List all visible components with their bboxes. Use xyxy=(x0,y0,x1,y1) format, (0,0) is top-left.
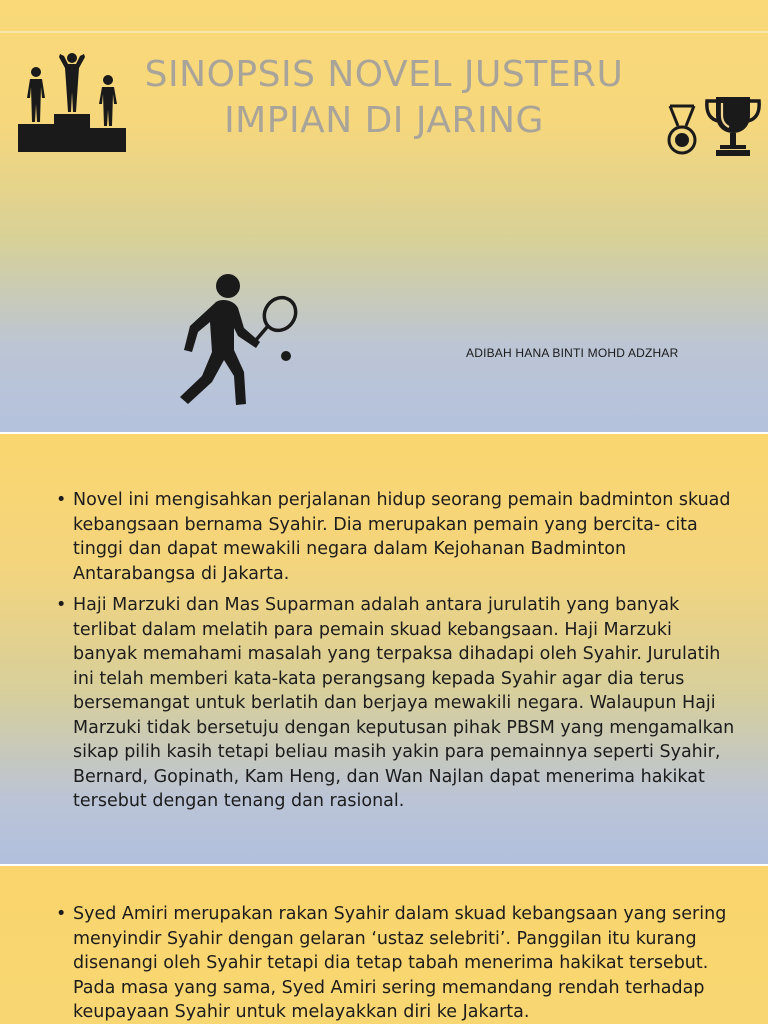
title-line-1: SINOPSIS NOVEL JUSTERU xyxy=(144,54,624,95)
trophy-icon xyxy=(704,95,762,157)
synopsis-slide-2 xyxy=(0,866,768,1024)
bullet-marker: • xyxy=(56,904,67,924)
bullet-item xyxy=(56,593,736,814)
bullet-text: Syed Amiri merupakan rakan Syahir dalam skuad kebangsaan yang sering menyindir Syahir dengan gelaran ‘ustaz selebriti’. Panggilan itu kurang disenangi oleh Syahir tetapi dia tetap tabah menerima hakikat tersebut. Pada masa yang sama, Syed Amiri sering memandang rendah terhadap keupayaan Syahir untuk melayakkan diri ke Jakarta. xyxy=(73,904,727,1022)
bullet-marker: • xyxy=(56,490,67,510)
slide-title xyxy=(118,52,650,144)
tennis-player-icon xyxy=(172,272,302,412)
title-slide xyxy=(0,0,768,432)
bullet-text: Novel ini mengisahkan perjalanan hidup seorang pemain badminton skuad kebangsaan bernama Syahir. Dia merupakan pemain yang bercita- cita tinggi dan dapat mewakili negara dalam Kejohanan Badminton Antarabangsa di Jakarta. xyxy=(73,490,731,584)
podium-icon xyxy=(18,52,126,152)
bullet-item xyxy=(56,488,736,586)
bullet-marker: • xyxy=(56,595,67,615)
title-line-2: IMPIAN DI JARING xyxy=(224,100,544,141)
synopsis-slide-1 xyxy=(0,434,768,864)
bullet-list xyxy=(56,902,736,1024)
top-divider xyxy=(0,31,768,33)
bullet-list xyxy=(56,488,736,821)
bullet-item xyxy=(56,902,736,1024)
medal-icon xyxy=(664,104,700,156)
author-name: ADIBAH HANA BINTI MOHD ADZHAR xyxy=(466,346,679,360)
bullet-text: Haji Marzuki dan Mas Suparman adalah antara jurulatih yang banyak terlibat dalam melatih para pemain skuad kebangsaan. Haji Marzuki banyak memahami masalah yang terpaksa dihadapi oleh Syahir. Jurulatih ini telah memberi kata-kata perangsang kepada Syahir agar dia terus bersemangat untuk berlatih dan berjaya mewakili negara. Walaupun Haji Marzuki tidak bersetuju dengan keputusan pihak PBSM yang mengamalkan sikap pilih kasih tetapi beliau masih yakin para pemainnya seperti Syahir, Bernard, Gopinath, Kam Heng, dan Wan Najlan dapat menerima hakikat tersebut dengan tenang dan rasional. xyxy=(73,595,735,811)
